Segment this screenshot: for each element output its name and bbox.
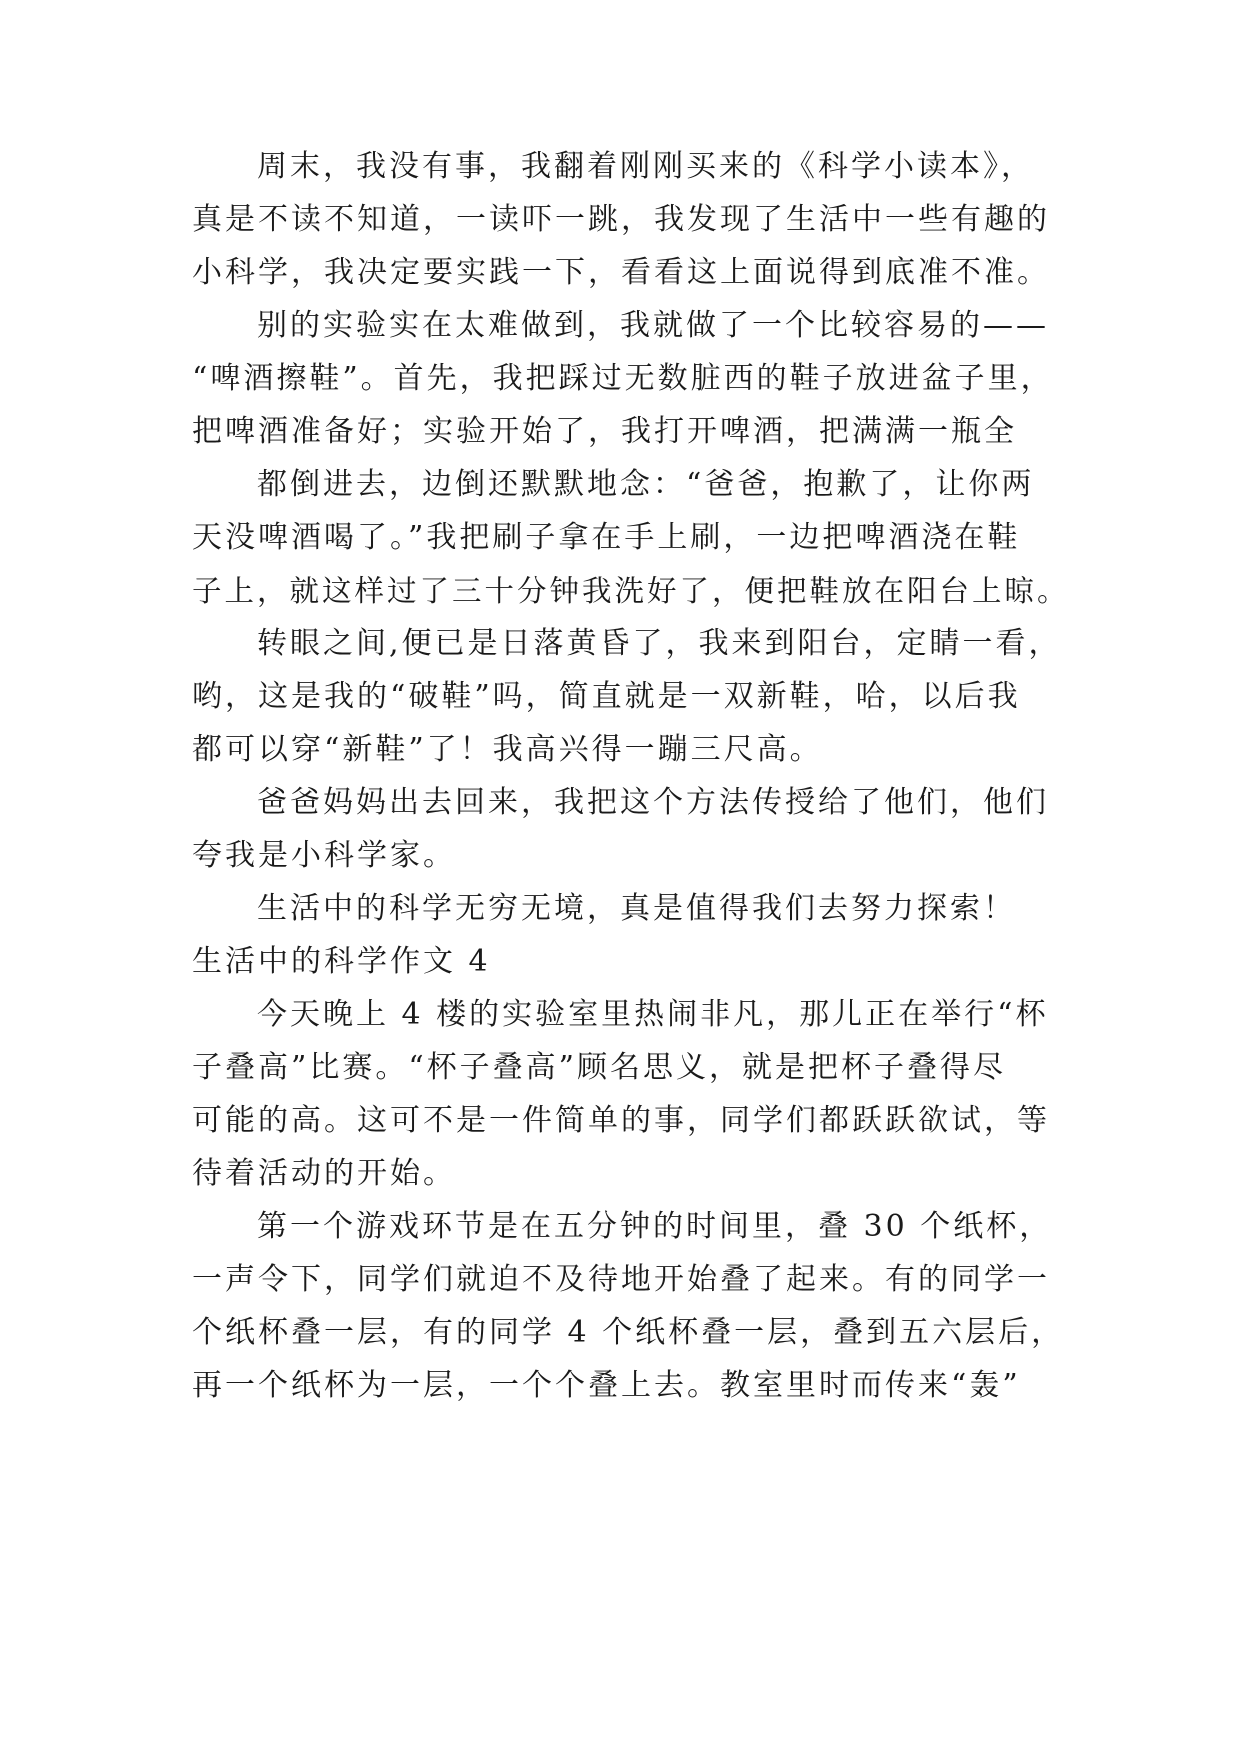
- text-line: 别的实验实在太难做到，我就做了一个比较容易的——: [257, 308, 1049, 343]
- text-line: 爸爸妈妈出去回来，我把这个方法传授给了他们，他们: [257, 785, 1049, 820]
- text-line: 待着活动的开始。: [192, 1156, 456, 1191]
- text-line: 天没啤酒喝了。”我把刷子拿在手上刷，一边把啤酒浇在鞋: [192, 520, 1021, 555]
- text-line: 真是不读不知道，一读吓一跳，我发现了生活中一些有趣的: [192, 202, 1050, 237]
- text-line: 夸我是小科学家。: [192, 838, 456, 873]
- text-line: 今天晚上 4 楼的实验室里热闹非凡，那儿正在举行“杯: [257, 997, 1049, 1032]
- text-line: 生活中的科学无穷无境，真是值得我们去努力探索！: [257, 891, 1016, 926]
- section-heading: 生活中的科学作文 4: [192, 944, 491, 979]
- text-line: 把啤酒准备好；实验开始了，我打开啤酒，把满满一瓶全: [192, 414, 1017, 449]
- text-line: 哟，这是我的“破鞋”吗，简直就是一双新鞋，哈，以后我: [192, 679, 1021, 714]
- text-line: 第一个游戏环节是在五分钟的时间里，叠 30 个纸杯，: [257, 1209, 1053, 1244]
- text-line: 再一个纸杯为一层，一个个叠上去。教室里时而传来“轰”: [192, 1368, 1021, 1403]
- text-line: 可能的高。这可不是一件简单的事，同学们都跃跃欲试，等: [192, 1103, 1050, 1138]
- text-line: 周末，我没有事，我翻着刚刚买来的《科学小读本》，: [257, 149, 1034, 184]
- text-line: 转眼之间,便已是日落黄昏了，我来到阳台，定睛一看，: [257, 626, 1062, 661]
- text-line: “啤酒擦鞋”。首先，我把踩过无数脏西的鞋子放进盆子里，: [192, 361, 1054, 396]
- text-line: 一声令下，同学们就迫不及待地开始叠了起来。有的同学一: [192, 1262, 1050, 1297]
- text-line: 子叠高”比赛。“杯子叠高”顾名思义，就是把杯子叠得尽: [192, 1050, 1007, 1085]
- text-line: 都可以穿“新鞋”了！我高兴得一蹦三尺高。: [192, 732, 823, 767]
- text-line: 小科学，我决定要实践一下，看看这上面说得到底准不准。: [192, 255, 1050, 290]
- text-line: 子上，就这样过了三十分钟我洗好了，便把鞋放在阳台上晾。: [192, 574, 1070, 608]
- text-line: 个纸杯叠一层，有的同学 4 个纸杯叠一层，叠到五六层后，: [192, 1315, 1065, 1350]
- text-line: 都倒进去，边倒还默默地念：“爸爸，抱歉了，让你两: [257, 467, 1035, 502]
